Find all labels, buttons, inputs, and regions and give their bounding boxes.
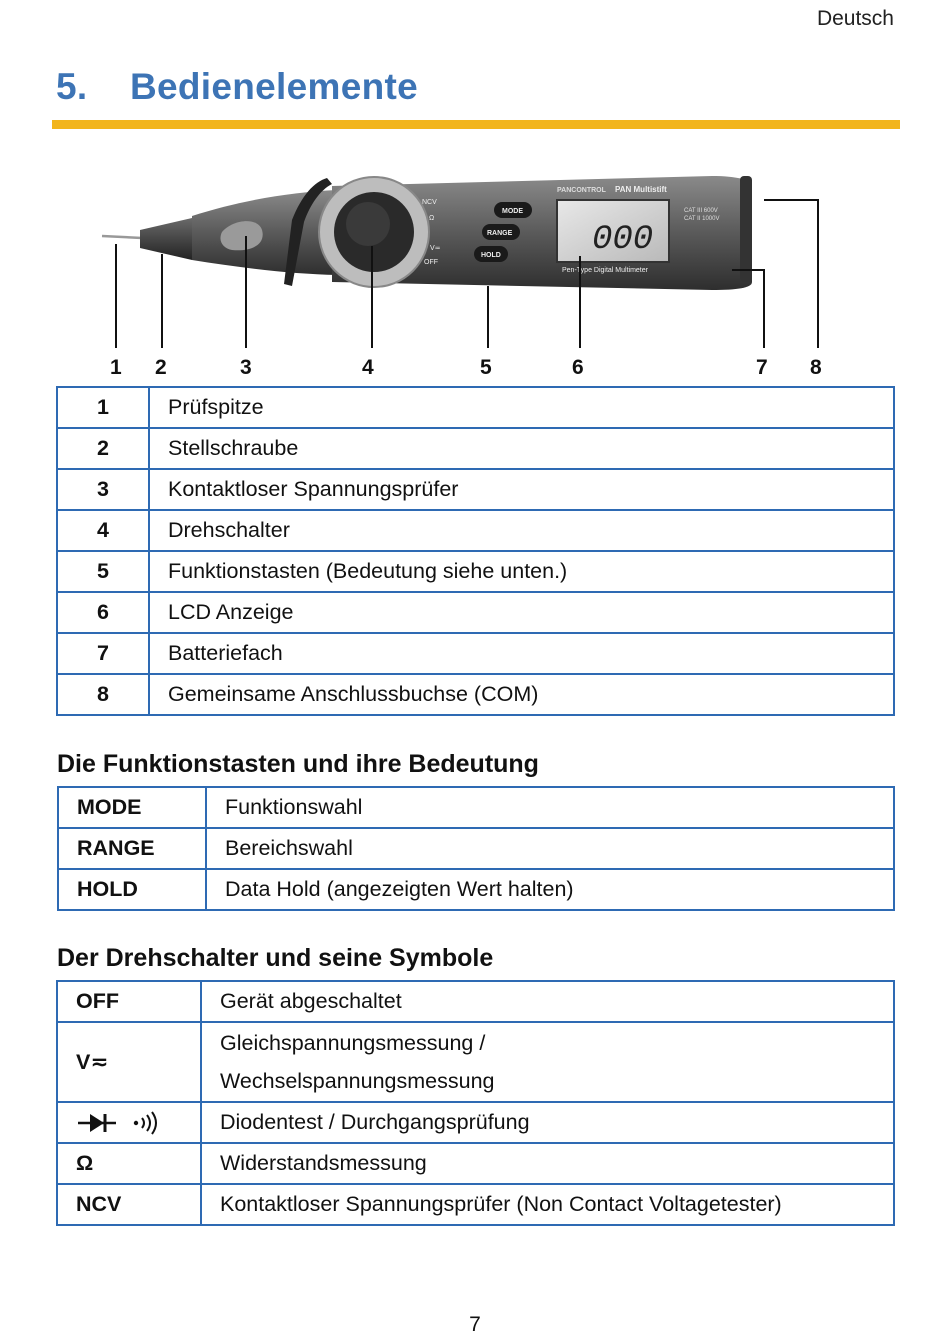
callout-4: 4 (362, 356, 374, 379)
part-label: Batteriefach (149, 633, 894, 674)
section-number: 5. (56, 66, 88, 107)
dial-label-off: OFF (424, 259, 438, 266)
parts-table (56, 386, 895, 716)
key-name: HOLD (58, 869, 206, 910)
mode-button-label: MODE (502, 208, 523, 215)
lcd-reading: 000 (592, 221, 654, 259)
dial-label-ohm: Ω (429, 215, 435, 222)
rating-cat3: CAT III 600V (684, 208, 718, 214)
callout-3: 3 (240, 356, 252, 379)
language-label: Deutsch (816, 7, 894, 30)
table-row (57, 1184, 894, 1225)
callout-7: 7 (756, 356, 768, 379)
dial-knob-highlight (346, 202, 390, 246)
dial-description: Diodentest / Durchgangsprüfung (201, 1102, 894, 1143)
callout-5: 5 (480, 356, 492, 379)
part-number: 5 (57, 551, 149, 592)
part-label: Kontaktloser Spannungsprüfer (149, 469, 894, 510)
dial-symbols-table (56, 980, 895, 1226)
callout-8: 8 (810, 356, 822, 379)
model-label: PAN Multistift (615, 185, 667, 194)
part-number: 4 (57, 510, 149, 551)
table-row (58, 828, 894, 869)
dial-description-line-1: Gleichspannungsmessung / (220, 1031, 486, 1055)
key-name: RANGE (58, 828, 206, 869)
dial-symbol: NCV (57, 1184, 201, 1225)
device-subtitle: Pen-Type Digital Multimeter (562, 267, 648, 274)
table-row (57, 387, 894, 428)
dial-description (201, 1022, 894, 1102)
part-number: 1 (57, 387, 149, 428)
part-label: Funktionstasten (Bedeutung siehe unten.) (149, 551, 894, 592)
callout-6: 6 (572, 356, 584, 379)
table-row (58, 869, 894, 910)
part-number: 2 (57, 428, 149, 469)
callout-1: 1 (110, 356, 122, 379)
keys-heading: Die Funktionstasten und ihre Bedeutung (57, 750, 539, 778)
multimeter-figure (52, 160, 900, 385)
section-heading (56, 66, 418, 108)
page-number: 7 (469, 1313, 481, 1336)
dial-description: Gerät abgeschaltet (201, 981, 894, 1022)
test-probe-tip (102, 236, 142, 238)
dial-description-line-2: Wechselspannungsmessung (220, 1069, 495, 1093)
table-row (57, 592, 894, 633)
table-row (57, 981, 894, 1022)
key-description: Bereichswahl (206, 828, 894, 869)
rating-cat2: CAT II 1000V (684, 216, 720, 222)
part-label: Gemeinsame Anschlussbuchse (COM) (149, 674, 894, 715)
part-label: Prüfspitze (149, 387, 894, 428)
dial-label-ncv: NCV (422, 199, 437, 206)
dial-description: Kontaktloser Spannungsprüfer (Non Contact Voltagetester) (201, 1184, 894, 1225)
part-label: LCD Anzeige (149, 592, 894, 633)
dial-symbol: V≂ (57, 1022, 201, 1102)
table-row (57, 674, 894, 715)
dial-description: Widerstandsmessung (201, 1143, 894, 1184)
part-number: 7 (57, 633, 149, 674)
table-row (57, 1143, 894, 1184)
callout-numbers (110, 356, 822, 379)
keys-table (57, 786, 895, 911)
table-row (57, 551, 894, 592)
part-number: 8 (57, 674, 149, 715)
dial-heading: Der Drehschalter und seine Symbole (57, 944, 494, 972)
key-description: Funktionswahl (206, 787, 894, 828)
part-number: 6 (57, 592, 149, 633)
dial-symbol (57, 1102, 201, 1143)
battery-compartment (740, 176, 752, 282)
part-label: Stellschraube (149, 428, 894, 469)
range-button-label: RANGE (487, 230, 513, 237)
table-row (57, 633, 894, 674)
dial-symbol: OFF (57, 981, 201, 1022)
table-row (57, 1102, 894, 1143)
section-title: Bedienelemente (130, 66, 418, 107)
dial-symbol: Ω (57, 1143, 201, 1184)
callout-2: 2 (155, 356, 167, 379)
grip-body (192, 190, 337, 275)
dial-label-volt: V≂ (430, 245, 441, 252)
part-label: Drehschalter (149, 510, 894, 551)
table-row (58, 787, 894, 828)
hold-button-label: HOLD (481, 252, 501, 259)
table-row (57, 469, 894, 510)
key-name: MODE (58, 787, 206, 828)
key-description: Data Hold (angezeigten Wert halten) (206, 869, 894, 910)
brand-label: PANCONTROL (557, 187, 606, 194)
table-row (57, 1022, 894, 1102)
diode-continuity-icon (76, 1109, 168, 1137)
heading-underline (52, 120, 900, 129)
table-row (57, 510, 894, 551)
table-row (57, 428, 894, 469)
part-number: 3 (57, 469, 149, 510)
